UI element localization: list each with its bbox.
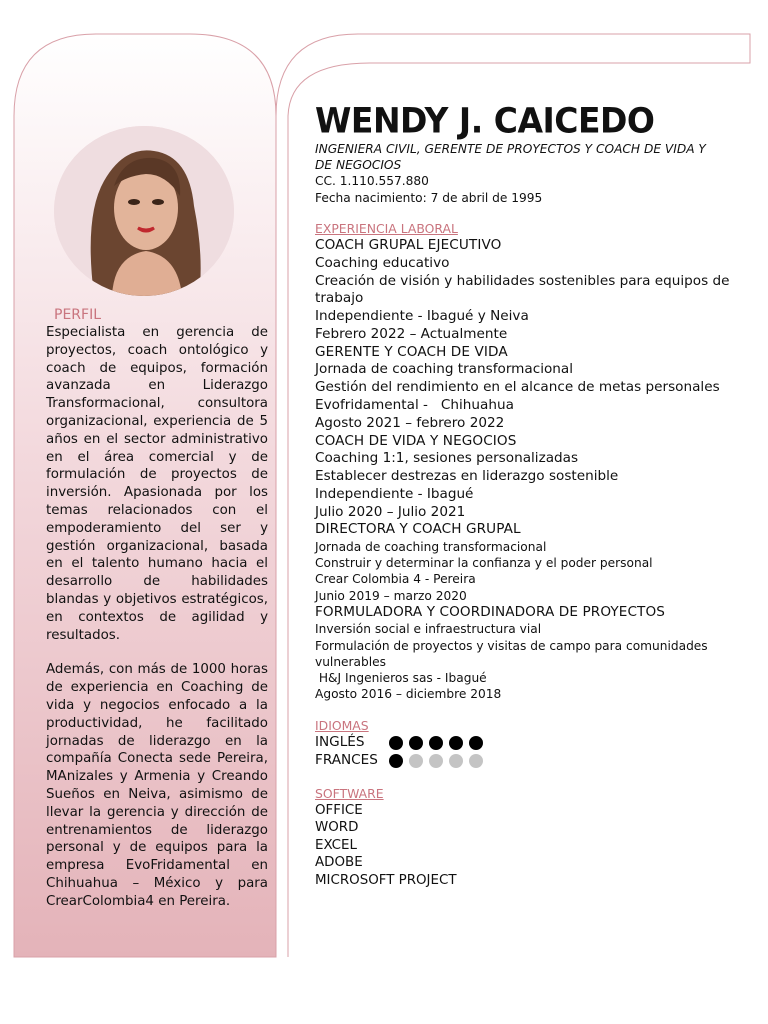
level-dot-filled [389,736,403,750]
job-line: Independiente - Ibagué y Neiva [315,308,529,325]
software-item: OFFICE [315,802,363,818]
job-line: Agosto 2021 – febrero 2022 [315,414,505,431]
software-item: MICROSOFT PROJECT [315,872,457,888]
job-line: Febrero 2022 – Actualmente [315,325,508,342]
job-line: Agosto 2016 – diciembre 2018 [315,687,502,702]
perfil-title: PERFIL [54,307,101,323]
job-line: Formulación de proyectos y visitas de campo para comunidades vulnerables [315,638,708,669]
language-name: FRANCES [315,751,378,768]
job-line: Establecer destrezas en liderazgo sostenible [315,467,619,484]
job-title: FORMULADORA Y COORDINADORA DE PROYECTOS [315,603,665,620]
main-content [315,98,735,890]
level-dot-filled [389,754,403,768]
job-line: Evofridamental - Chihuahua [315,396,514,413]
job-line: H&J Ingenieros sas - Ibagué [315,670,487,685]
job-line: Julio 2020 – Julio 2021 [315,503,466,520]
level-dot-filled [409,736,423,750]
perfil-section [46,306,268,911]
job-line: Jornada de coaching transformacional [315,361,574,378]
job-line: Coaching educativo [315,254,450,271]
id-number: CC. 1.110.557.880 [315,174,429,189]
level-dot-filled [449,736,463,750]
job-line: Construir y determinar la confianza y el poder personal [315,556,653,571]
language-level-dots [389,736,483,750]
software-title: SOFTWARE [315,785,384,801]
software-item: ADOBE [315,855,363,871]
language-name: INGLÉS [315,734,365,751]
language-row [315,734,735,752]
software-item: EXCEL [315,837,357,853]
level-dot-filled [469,736,483,750]
birth-date: Fecha nacimiento: 7 de abril de 1995 [315,191,543,206]
software-item: WORD [315,820,359,836]
job-line: Junio 2019 – marzo 2020 [315,588,467,603]
job-line: Crear Colombia 4 - Pereira [315,572,476,587]
job-title: COACH GRUPAL EJECUTIVO [315,237,502,254]
language-row [315,752,735,770]
job-title: GERENTE Y COACH DE VIDA [315,343,508,360]
language-level-dots [389,754,483,768]
candidate-name: WENDY J. CAICEDO [315,100,655,142]
job-title: COACH DE VIDA Y NEGOCIOS [315,432,517,449]
job-line: Independiente - Ibagué [315,485,474,502]
job-line: Inversión social e infraestructura vial [315,622,542,637]
job-5 [315,604,735,703]
level-dot-filled [429,736,443,750]
experience-title: EXPERIENCIA LABORAL [315,221,458,237]
job-line: Coaching 1:1, sesiones personalizadas [315,450,579,467]
job-title: DIRECTORA Y COACH GRUPAL [315,521,521,538]
languages-title: IDIOMAS [315,718,369,734]
job-line: Creación de visión y habilidades sostenibles para equipos de trabajo [315,272,730,307]
level-dot-empty [429,754,443,768]
level-dot-empty [409,754,423,768]
level-dot-empty [469,754,483,768]
level-dot-empty [449,754,463,768]
perfil-paragraph-1: Especialista en gerencia de proyectos, coach ontológico y coach de equipos, formación avanzada en Liderazgo Transformacional, consultora organizacional, experiencia de 5 años en el sector administrativo en el área comercial y de formulación de proyectos de inversión. Apasionada por los temas relacionados con el empoderamiento del ser y gestión organizacional, basada en el talento humano hacia el desarrollo de habilidades blandas y objetivos estratégicos, en contextos de agilidad y resultados. [46,325,268,643]
candidate-subtitle: INGENIERA CIVIL, GERENTE DE PROYECTOS Y COACH DE VIDA Y DE NEGOCIOS [315,142,706,172]
job-4 [315,521,735,603]
job-line: Gestión del rendimiento en el alcance de metas personales [315,379,720,396]
job-line: Jornada de coaching transformacional [315,539,547,554]
perfil-paragraph-2: Además, con más de 1000 horas de experiencia en Coaching de vida y negocios enfocado a la productividad, he facilitado jornadas de liderazgo en la compañía Conecta sede Pereira, MAnizales y Armenia y Creando Sueños en Neiva, asimismo de llevar la gerencia y dirección de entrenamientos de liderazgo personal y de equipos para la empresa EvoFridamental en Chihuahua – México y para CrearColombia4 en Pereira. [46,662,268,909]
profile-photo [54,126,234,296]
job-1 [315,237,735,344]
job-2 [315,344,735,433]
job-3 [315,433,735,522]
